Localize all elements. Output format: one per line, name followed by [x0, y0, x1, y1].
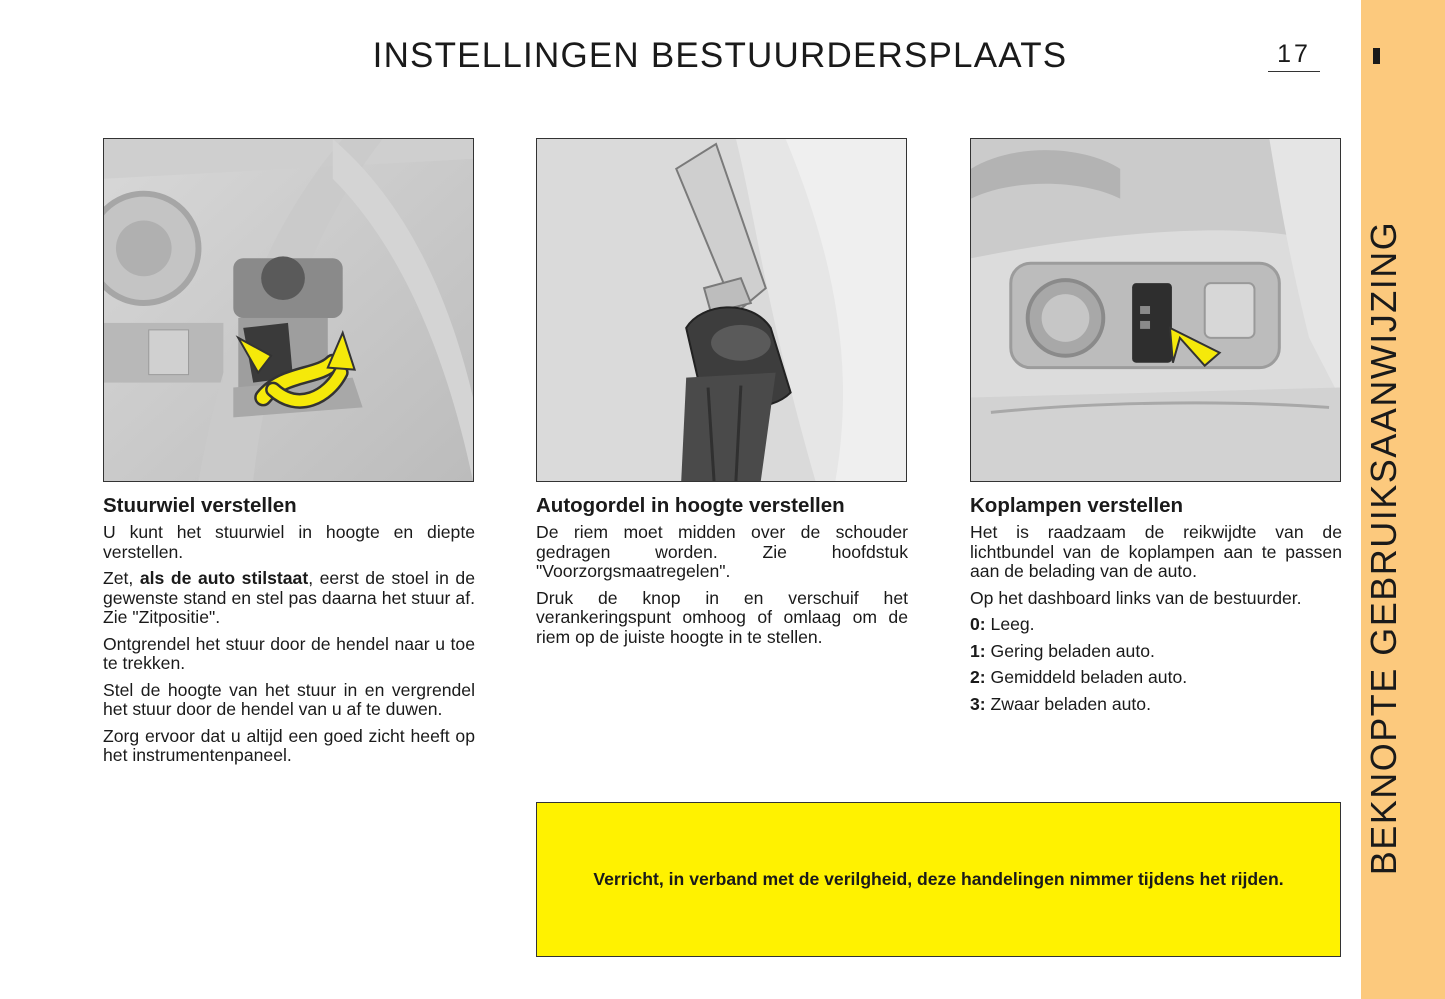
seat-belt-photo: [536, 138, 907, 482]
seatbelt-section: [536, 494, 908, 654]
steering-section: [103, 494, 475, 773]
seatbelt-heading: Autogordel in hoogte verstellen: [536, 494, 845, 517]
steering-paragraph-2: Zet, als de auto stilstaat, eerst de stoel in de gewenste stand en stel pas daarna het stuur af. Zie "Zitpositie".: [103, 568, 475, 627]
list-item: 3: Zwaar beladen auto.: [970, 693, 1151, 714]
page-title: INSTELLINGEN BESTUURDERSPLAATS: [372, 36, 1068, 75]
headlamps-paragraph-2: Op het dashboard links van de bestuurder.: [970, 587, 1302, 608]
headlamps-heading: Koplampen verstellen: [970, 494, 1184, 517]
headlamps-section: [970, 494, 1342, 721]
steering-paragraph-4: Stel de hoogte van het stuur in en vergrendel het stuur door de hendel van u af te duwen.: [103, 679, 475, 719]
page-number: 17: [1268, 40, 1320, 72]
side-tab-label: BEKNOPTE GEBRUIKSAANWIJZING: [1363, 220, 1404, 876]
headlamps-paragraph-1: Het is raadzaam de reikwijdte van de lichtbundel van de koplampen aan te passen aan de belading van de auto.: [970, 522, 1342, 581]
steering-wheel-photo: [103, 138, 474, 482]
list-item: 2: Gemiddeld beladen auto.: [970, 667, 1188, 687]
steering-heading: Stuurwiel verstellen: [103, 494, 297, 517]
list-item: 0: Leeg.: [970, 614, 1035, 634]
seatbelt-paragraph-1: De riem moet midden over de schouder gedragen worden. Zie hoofdstuk "Voorzorgsmaatregelen".: [536, 522, 908, 581]
warning-text: Verricht, in verband met de verilgheid, deze handelingen nimmer tijdens het rijden.: [593, 869, 1284, 889]
steering-paragraph-3: Ontgrendel het stuur door de hendel naar u toe te trekken.: [103, 633, 475, 673]
headlamp-switch-photo: [970, 138, 1341, 482]
list-item: 1: Gering beladen auto.: [970, 640, 1155, 661]
steering-paragraph-1: U kunt het stuurwiel in hoogte en diepte verstellen.: [103, 522, 475, 562]
steering-paragraph-5: Zorg ervoor dat u altijd een goed zicht heeft op het instrumentenpaneel.: [103, 725, 475, 765]
steering-emphasis: als de auto stilstaat: [139, 568, 309, 588]
seatbelt-paragraph-2: Druk de knop in en verschuif het verankeringspunt omhoog of omlaag om de riem op de juiste hoogte in te stellen.: [536, 587, 908, 647]
warning-box: [536, 802, 1341, 957]
side-tab-marker: [1373, 48, 1380, 64]
